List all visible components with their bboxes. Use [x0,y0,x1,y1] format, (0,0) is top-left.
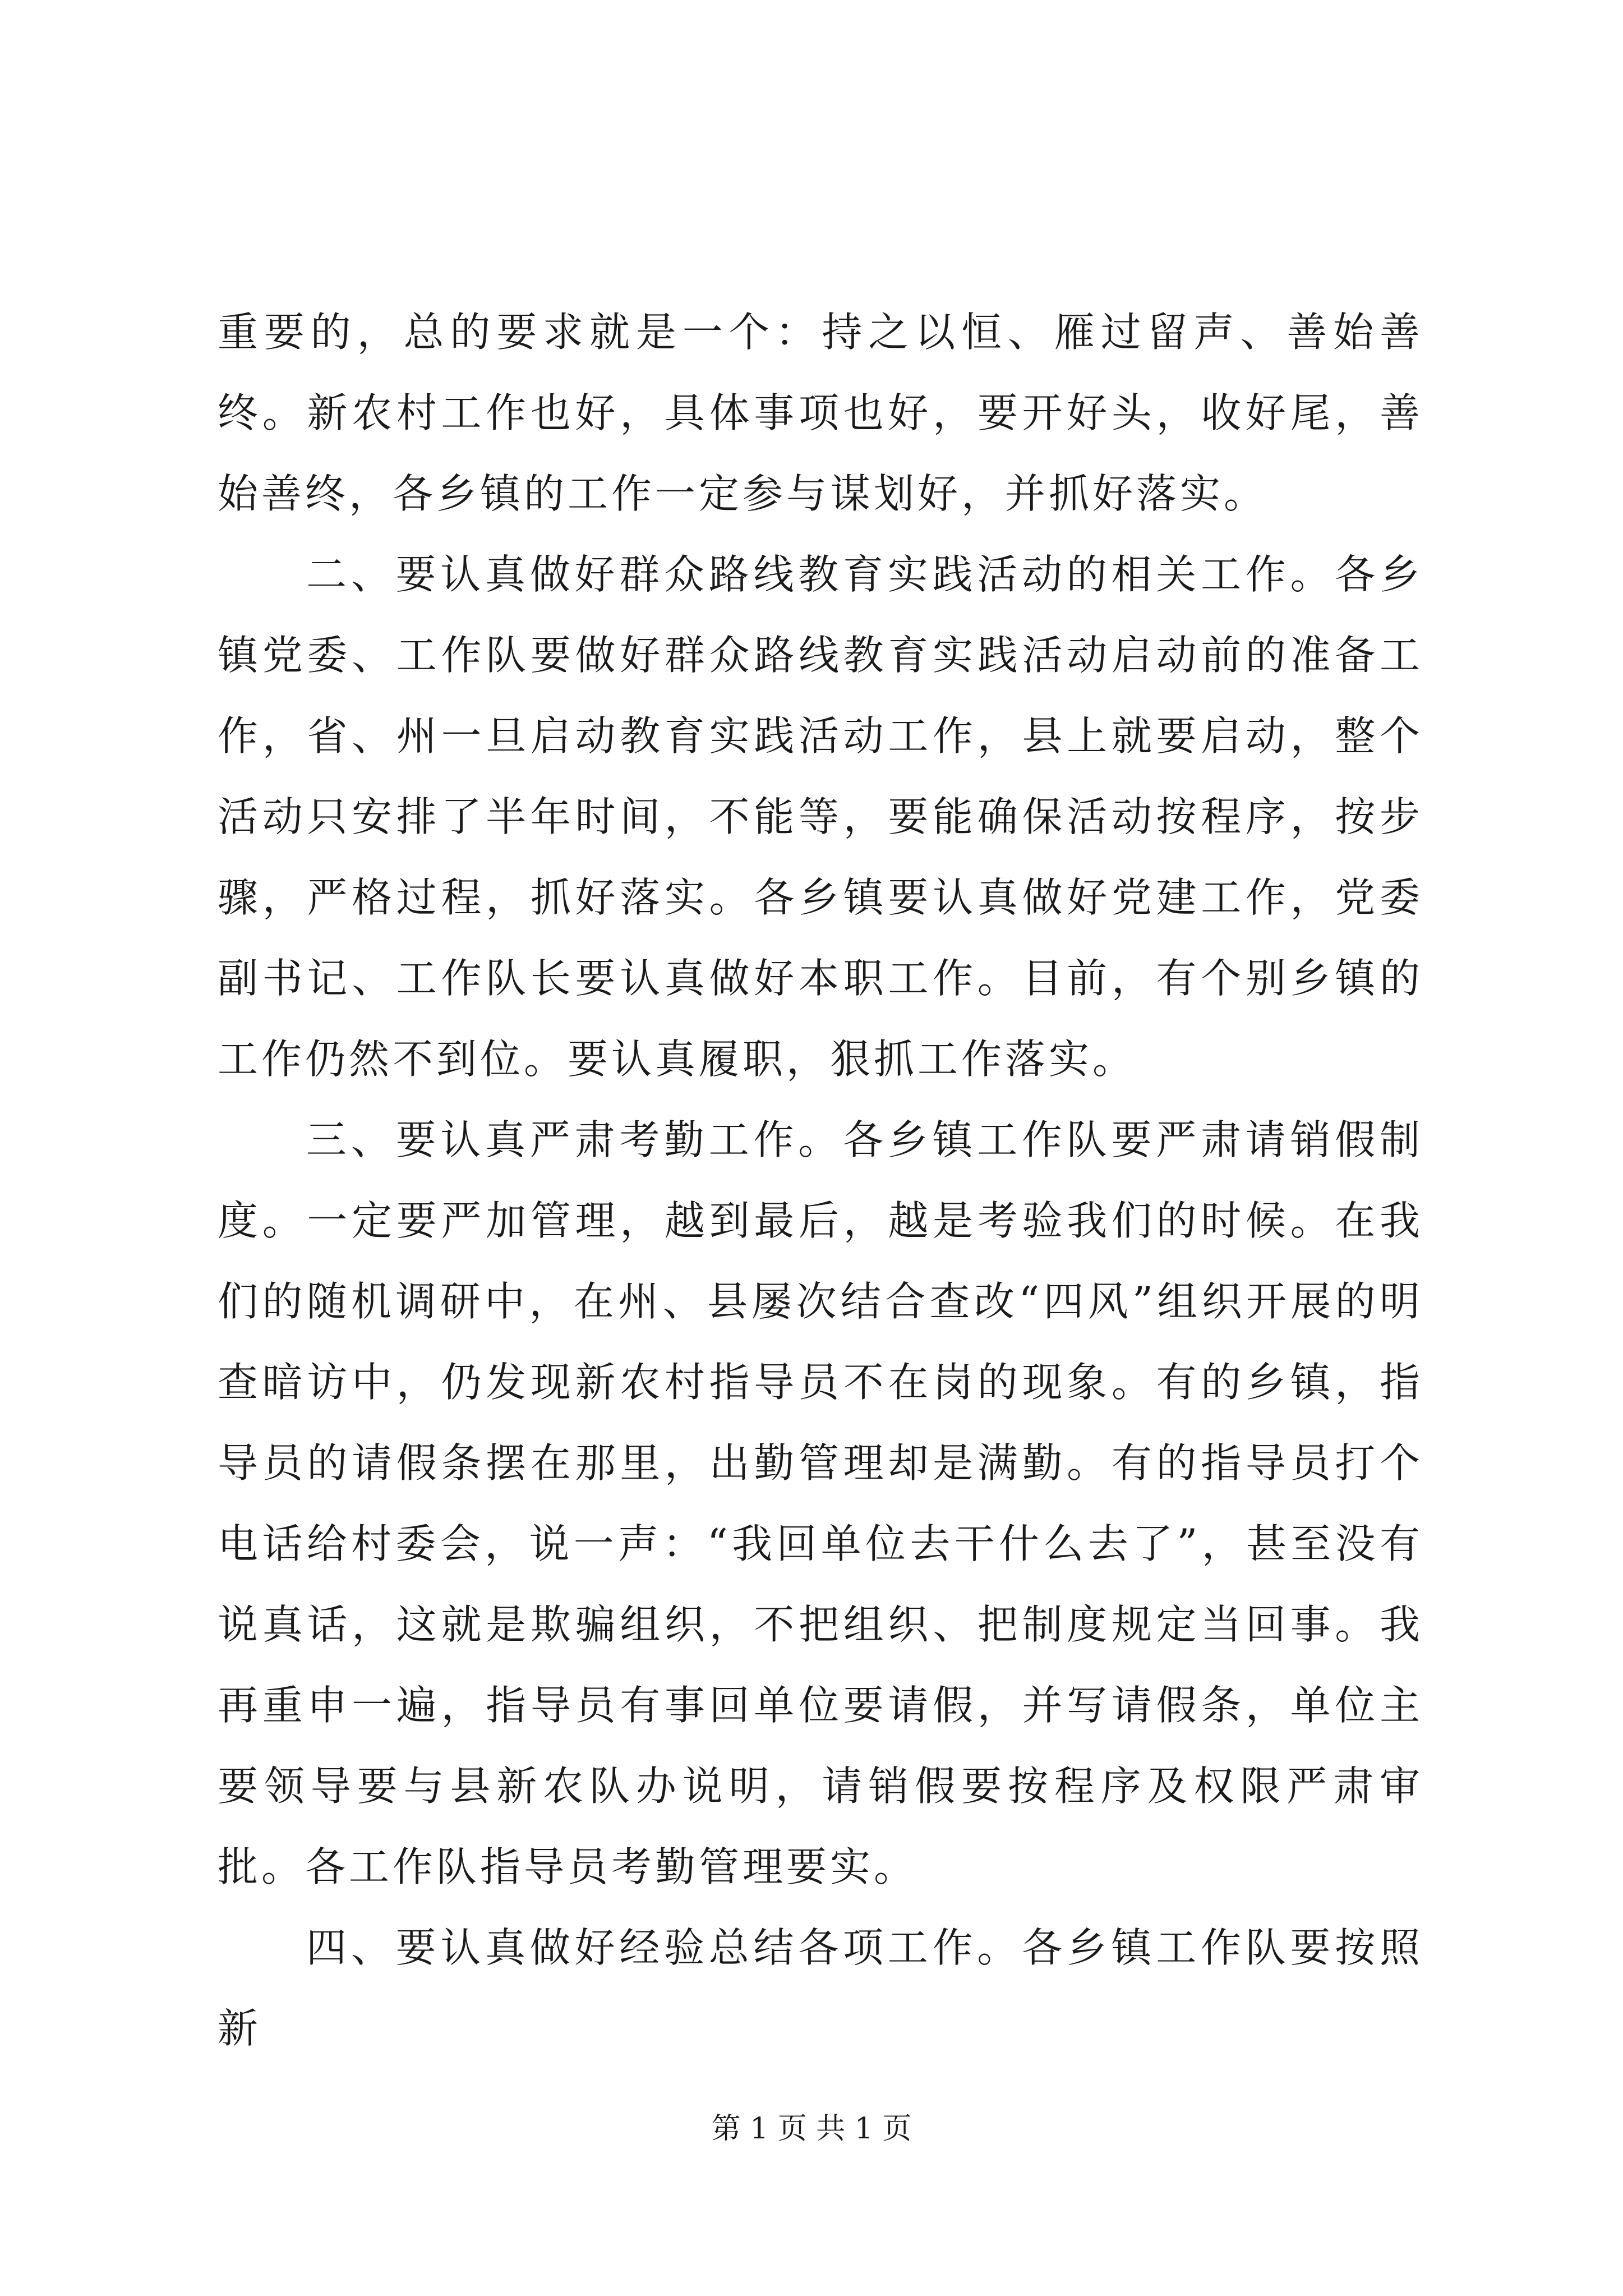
paragraph-4: 四、要认真做好经验总结各项工作。各乡镇工作队要按照新 [218,1924,1423,2052]
paragraph-1: 重要的，总的要求就是一个：持之以恒、雁过留声、善始善终。新农村工作也好，具体事项也好，要开好头，收好尾，善始善终，各乡镇的工作一定参与谋划好，并抓好落实。 [218,309,1423,517]
paragraph-3: 三、要认真严肃考勤工作。各乡镇工作队要严肃请销假制度。一定要严加管理，越到最后，越是考验我们的时候。在我们的随机调研中，在州、县屡次结合查改“四风”组织开展的明查暗访中，仍发现新农村指导员不在岗的现象。有的乡镇，指导员的请假条摆在那里，出勤管理却是满勤。有的指导员打个电话给村委会，说一声：“我回单位去干什么去了”，甚至没有说真话，这就是欺骗组织，不把组织、把制度规定当回事。我再重申一遍，指导员有事回单位要请假，并写请假条，单位主要领导要与县新农队办说明，请销假要按程序及权限严肃审批。各工作队指导员考勤管理要实。 [218,1116,1423,1890]
paragraph-2: 二、要认真做好群众路线教育实践活动的相关工作。各乡镇党委、工作队要做好群众路线教育实践活动启动前的准备工作，省、州一旦启动教育实践活动工作，县上就要启动，整个活动只安排了半年时间，不能等，要能确保活动按程序，按步骤，严格过程，抓好落实。各乡镇要认真做好党建工作，党委副书记、工作队长要认真做好本职工作。目前，有个别乡镇的工作仍然不到位。要认真履职，狠抓工作落实。 [218,551,1423,1083]
page-footer: 第 1 页 共 1 页 [711,2112,912,2146]
document-body [218,292,1423,2069]
